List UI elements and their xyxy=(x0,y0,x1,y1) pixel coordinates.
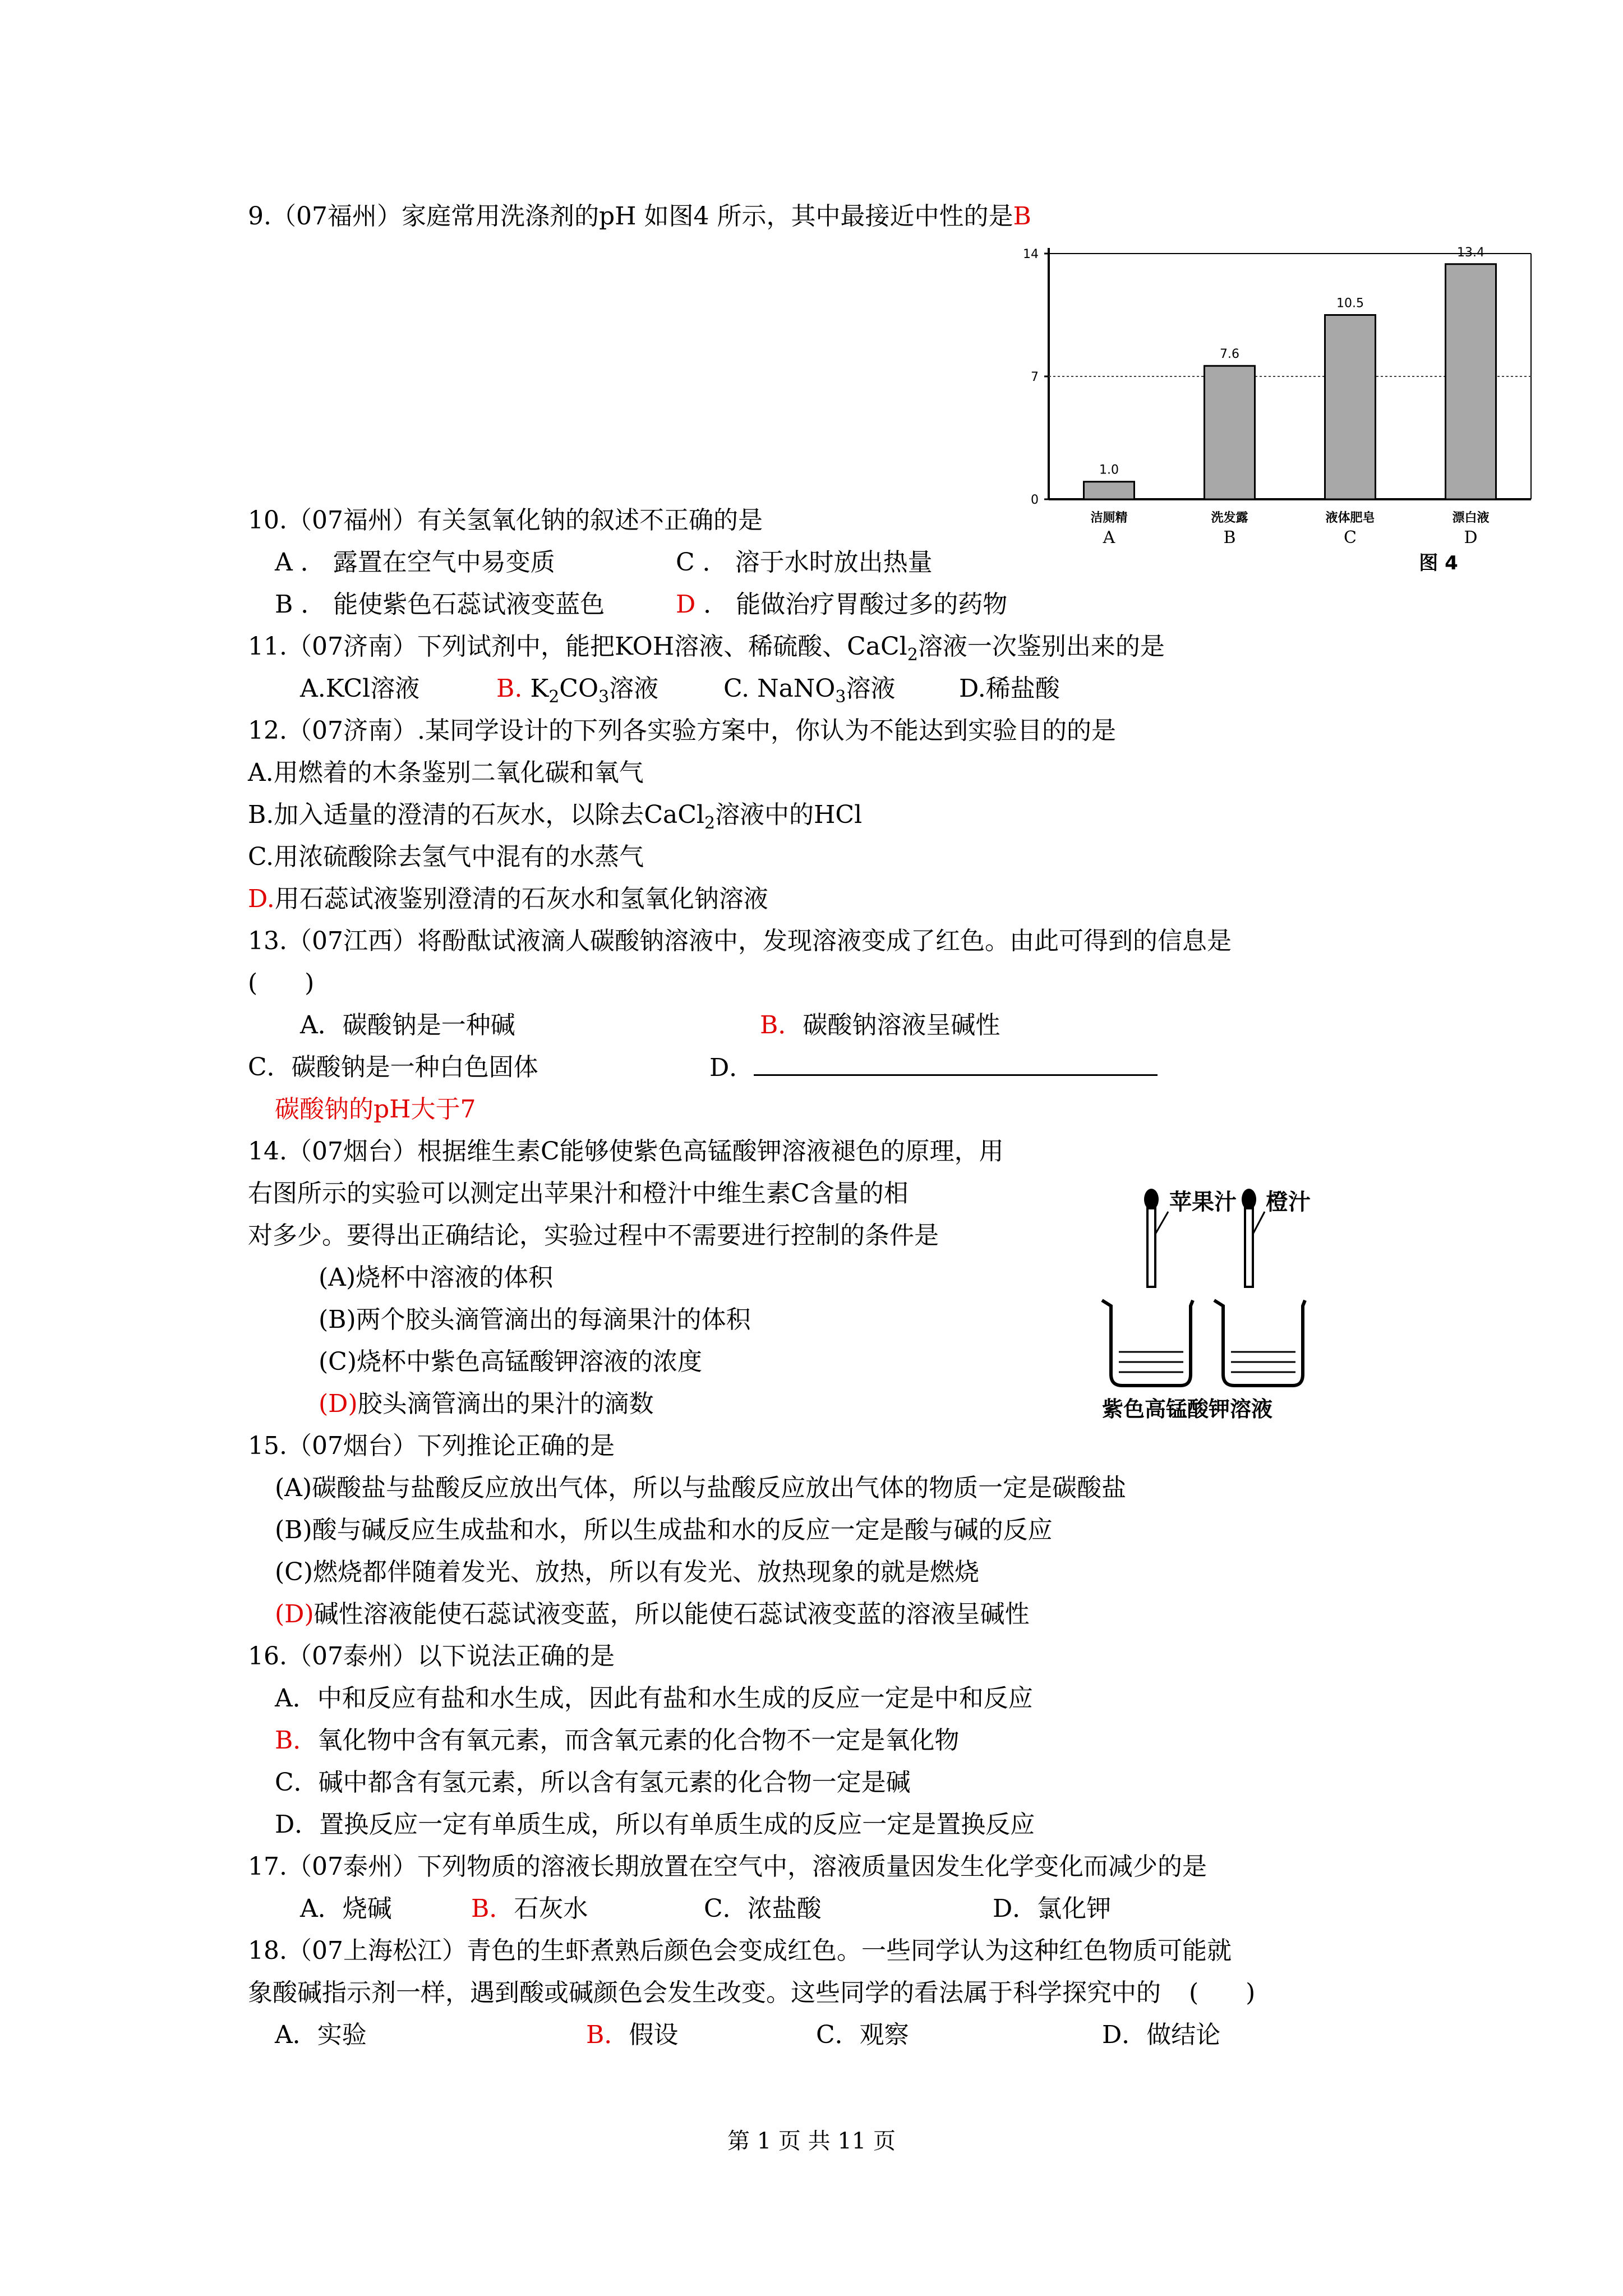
q12-option-c: C.用浓硫酸除去氢气中混有的水蒸气 xyxy=(248,843,644,871)
q12-option-b: B.加入适量的澄清的石灰水，以除去CaCl$_2$溶液中的HCl xyxy=(248,800,863,833)
y-tick-label: 0 xyxy=(1031,493,1039,507)
bar-value-label: 1.0 xyxy=(1099,463,1119,477)
q18-option-d: D．做结论 xyxy=(1102,2021,1221,2049)
q9-answer: B xyxy=(1013,202,1031,231)
figure-caption: 图 4 xyxy=(1419,552,1458,574)
q15-option-b: (B)酸与碱反应生成盐和水，所以生成盐和水的反应一定是酸与碱的反应 xyxy=(275,1516,1053,1544)
q10-stem: 10.（07福州）有关氢氧化钠的叙述不正确的是 xyxy=(248,506,763,535)
q10-option-d: D ． 能做治疗胃酸过多的药物 xyxy=(676,590,1008,619)
q18-line2: 象酸碱指示剂一样，遇到酸或碱颜色会发生改变。这些同学的看法属于科学探究中的 ( ) xyxy=(248,1978,1256,2007)
y-tick-label: 7 xyxy=(1031,370,1039,384)
q15-option-a: (A)碳酸盐与盐酸反应放出气体，所以与盐酸反应放出气体的物质一定是碳酸盐 xyxy=(275,1474,1127,1502)
bar-d xyxy=(1446,264,1496,499)
q15-option-d: (D)碱性溶液能使石蕊试液变蓝，所以能使石蕊试液变蓝的溶液呈碱性 xyxy=(275,1600,1030,1628)
q14-line3: 对多少。要得出正确结论，实验过程中不需要进行控制的条件是 xyxy=(248,1221,939,1250)
q12-option-d: D.用石蕊试液鉴别澄清的石灰水和氢氧化钠溶液 xyxy=(248,885,768,913)
q11-stem: 11.（07济南）下列试剂中，能把KOH溶液、稀硫酸、CaCl$_2$溶液一次鉴别出来的是 xyxy=(248,632,1165,665)
orange-juice-label: 橙汁 xyxy=(1266,1189,1311,1215)
category-label: 洗发露 xyxy=(1211,511,1248,525)
q18-option-c: C．观察 xyxy=(816,2021,909,2049)
q15-stem: 15.（07烟台）下列推论正确的是 xyxy=(248,1432,615,1460)
chart-labels xyxy=(1023,246,1490,574)
chart-bars xyxy=(1084,264,1496,499)
q16-option-a: A．中和反应有盐和水生成，因此有盐和水生成的反应一定是中和反应 xyxy=(275,1684,1033,1713)
q14-line2: 右图所示的实验可以测定出苹果汁和橙汁中维生素C含量的相 xyxy=(248,1179,909,1208)
q12-option-a: A.用燃着的木条鉴别二氧化碳和氧气 xyxy=(248,758,644,787)
q13-option-c: C．碳酸钠是一种白色固体 xyxy=(248,1053,538,1082)
q11-option-d: D.稀盐酸 xyxy=(959,674,1060,703)
right-beaker xyxy=(1214,1300,1305,1386)
q13-option-b: B．碳酸钠溶液呈碱性 xyxy=(760,1011,1000,1039)
orange-juice-dropper xyxy=(1242,1189,1265,1287)
bar-a xyxy=(1084,482,1135,499)
permanganate-caption: 紫色高锰酸钾溶液 xyxy=(1102,1397,1273,1421)
bar-value-label: 10.5 xyxy=(1336,296,1364,311)
q16-option-c: C．碱中都含有氢元素，所以含有氢元素的化合物一定是碱 xyxy=(275,1768,911,1797)
category-label: 液体肥皂 xyxy=(1325,511,1375,525)
category-label: 洁厕精 xyxy=(1090,511,1128,525)
q10-option-a: A ． 露置在空气中易变质 xyxy=(275,548,555,577)
bar-b xyxy=(1205,366,1255,499)
q10-option-b: B ． 能使紫色石蕊试液变蓝色 xyxy=(275,590,605,619)
category-label: 漂白液 xyxy=(1452,511,1490,525)
q17-option-c: C．浓盐酸 xyxy=(704,1894,822,1923)
q17-option-d: D．氯化钾 xyxy=(993,1894,1112,1923)
bar-value-label: 13.4 xyxy=(1457,245,1484,260)
q12-stem: 12.（07济南）.某同学设计的下列各实验方案中，你认为不能达到实验目的的是 xyxy=(248,716,1116,745)
q13-option-d: D． xyxy=(709,1052,1158,1084)
q15-option-c: (C)燃烧都伴随着发光、放热，所以有发光、放热现象的就是燃烧 xyxy=(275,1558,979,1586)
q17-option-a: A．烧碱 xyxy=(300,1894,392,1923)
apple-juice-dropper xyxy=(1144,1189,1168,1287)
q17-stem: 17.（07泰州）下列物质的溶液长期放置在空气中，溶液质量因发生化学变化而减少的是 xyxy=(248,1852,1207,1881)
q18-option-b: B．假设 xyxy=(586,2021,679,2049)
q14-option-a: (A)烧杯中溶液的体积 xyxy=(319,1263,554,1292)
q14-option-d: (D)胶头滴管滴出的果汁的滴数 xyxy=(319,1389,654,1418)
q13-paren: ( ) xyxy=(248,969,315,997)
bar-c xyxy=(1325,315,1376,500)
q11-option-c: C. NaNO$_3$溶液 xyxy=(723,674,896,707)
q13-option-a: A．碳酸钠是一种碱 xyxy=(300,1011,515,1039)
q18-line1: 18.（07上海松江）青色的生虾煮熟后颜色会变成红色。一些同学认为这种红色物质可能就 xyxy=(248,1936,1232,1965)
q16-option-d: D．置换反应一定有单质生成，所以有单质生成的反应一定是置换反应 xyxy=(275,1810,1035,1839)
category-letter: A xyxy=(1103,528,1115,547)
q14-line1: 14.（07烟台）根据维生素C能够使紫色高锰酸钾溶液褪色的原理，用 xyxy=(248,1137,1004,1166)
q18-option-a: A．实验 xyxy=(275,2021,367,2049)
q13-stem: 13.（07江西）将酚酞试液滴人碳酸钠溶液中，发现溶液变成了红色。由此可得到的信息是 xyxy=(248,927,1232,955)
q14-option-c: (C)烧杯中紫色高锰酸钾溶液的浓度 xyxy=(319,1347,702,1376)
category-letter: B xyxy=(1223,528,1236,547)
q9-stem: 9.（07福州）家庭常用洗涤剂的pH 如图4 所示，其中最接近中性的是B xyxy=(248,202,1031,231)
q13-answer: 碳酸钠的pH大于7 xyxy=(275,1095,476,1124)
q11-option-b: B. $K_2CO_3$溶液 xyxy=(496,674,659,707)
q17-option-b: B．石灰水 xyxy=(471,1894,588,1923)
bar-value-label: 7.6 xyxy=(1220,347,1239,362)
juice-beaker-figure xyxy=(1096,1172,1332,1425)
q14-option-b: (B)两个胶头滴管滴出的每滴果汁的体积 xyxy=(319,1305,751,1334)
q13-blank-line xyxy=(754,1052,1158,1076)
q11-option-a: A.KCl溶液 xyxy=(300,674,420,703)
apple-juice-label: 苹果汁 xyxy=(1169,1189,1237,1215)
q10-option-c: C ． 溶于水时放出热量 xyxy=(676,548,933,577)
y-tick-label: 14 xyxy=(1023,247,1039,261)
category-letter: C xyxy=(1344,528,1357,547)
category-letter: D xyxy=(1464,528,1478,547)
ph-bar-chart xyxy=(1009,213,1548,595)
q16-option-b: B．氧化物中含有氧元素，而含氧元素的化合物不一定是氧化物 xyxy=(275,1726,960,1755)
page-footer: 第 1 页 共 11 页 xyxy=(727,2128,896,2154)
left-beaker xyxy=(1102,1300,1193,1386)
q16-stem: 16.（07泰州）以下说法正确的是 xyxy=(248,1642,615,1671)
